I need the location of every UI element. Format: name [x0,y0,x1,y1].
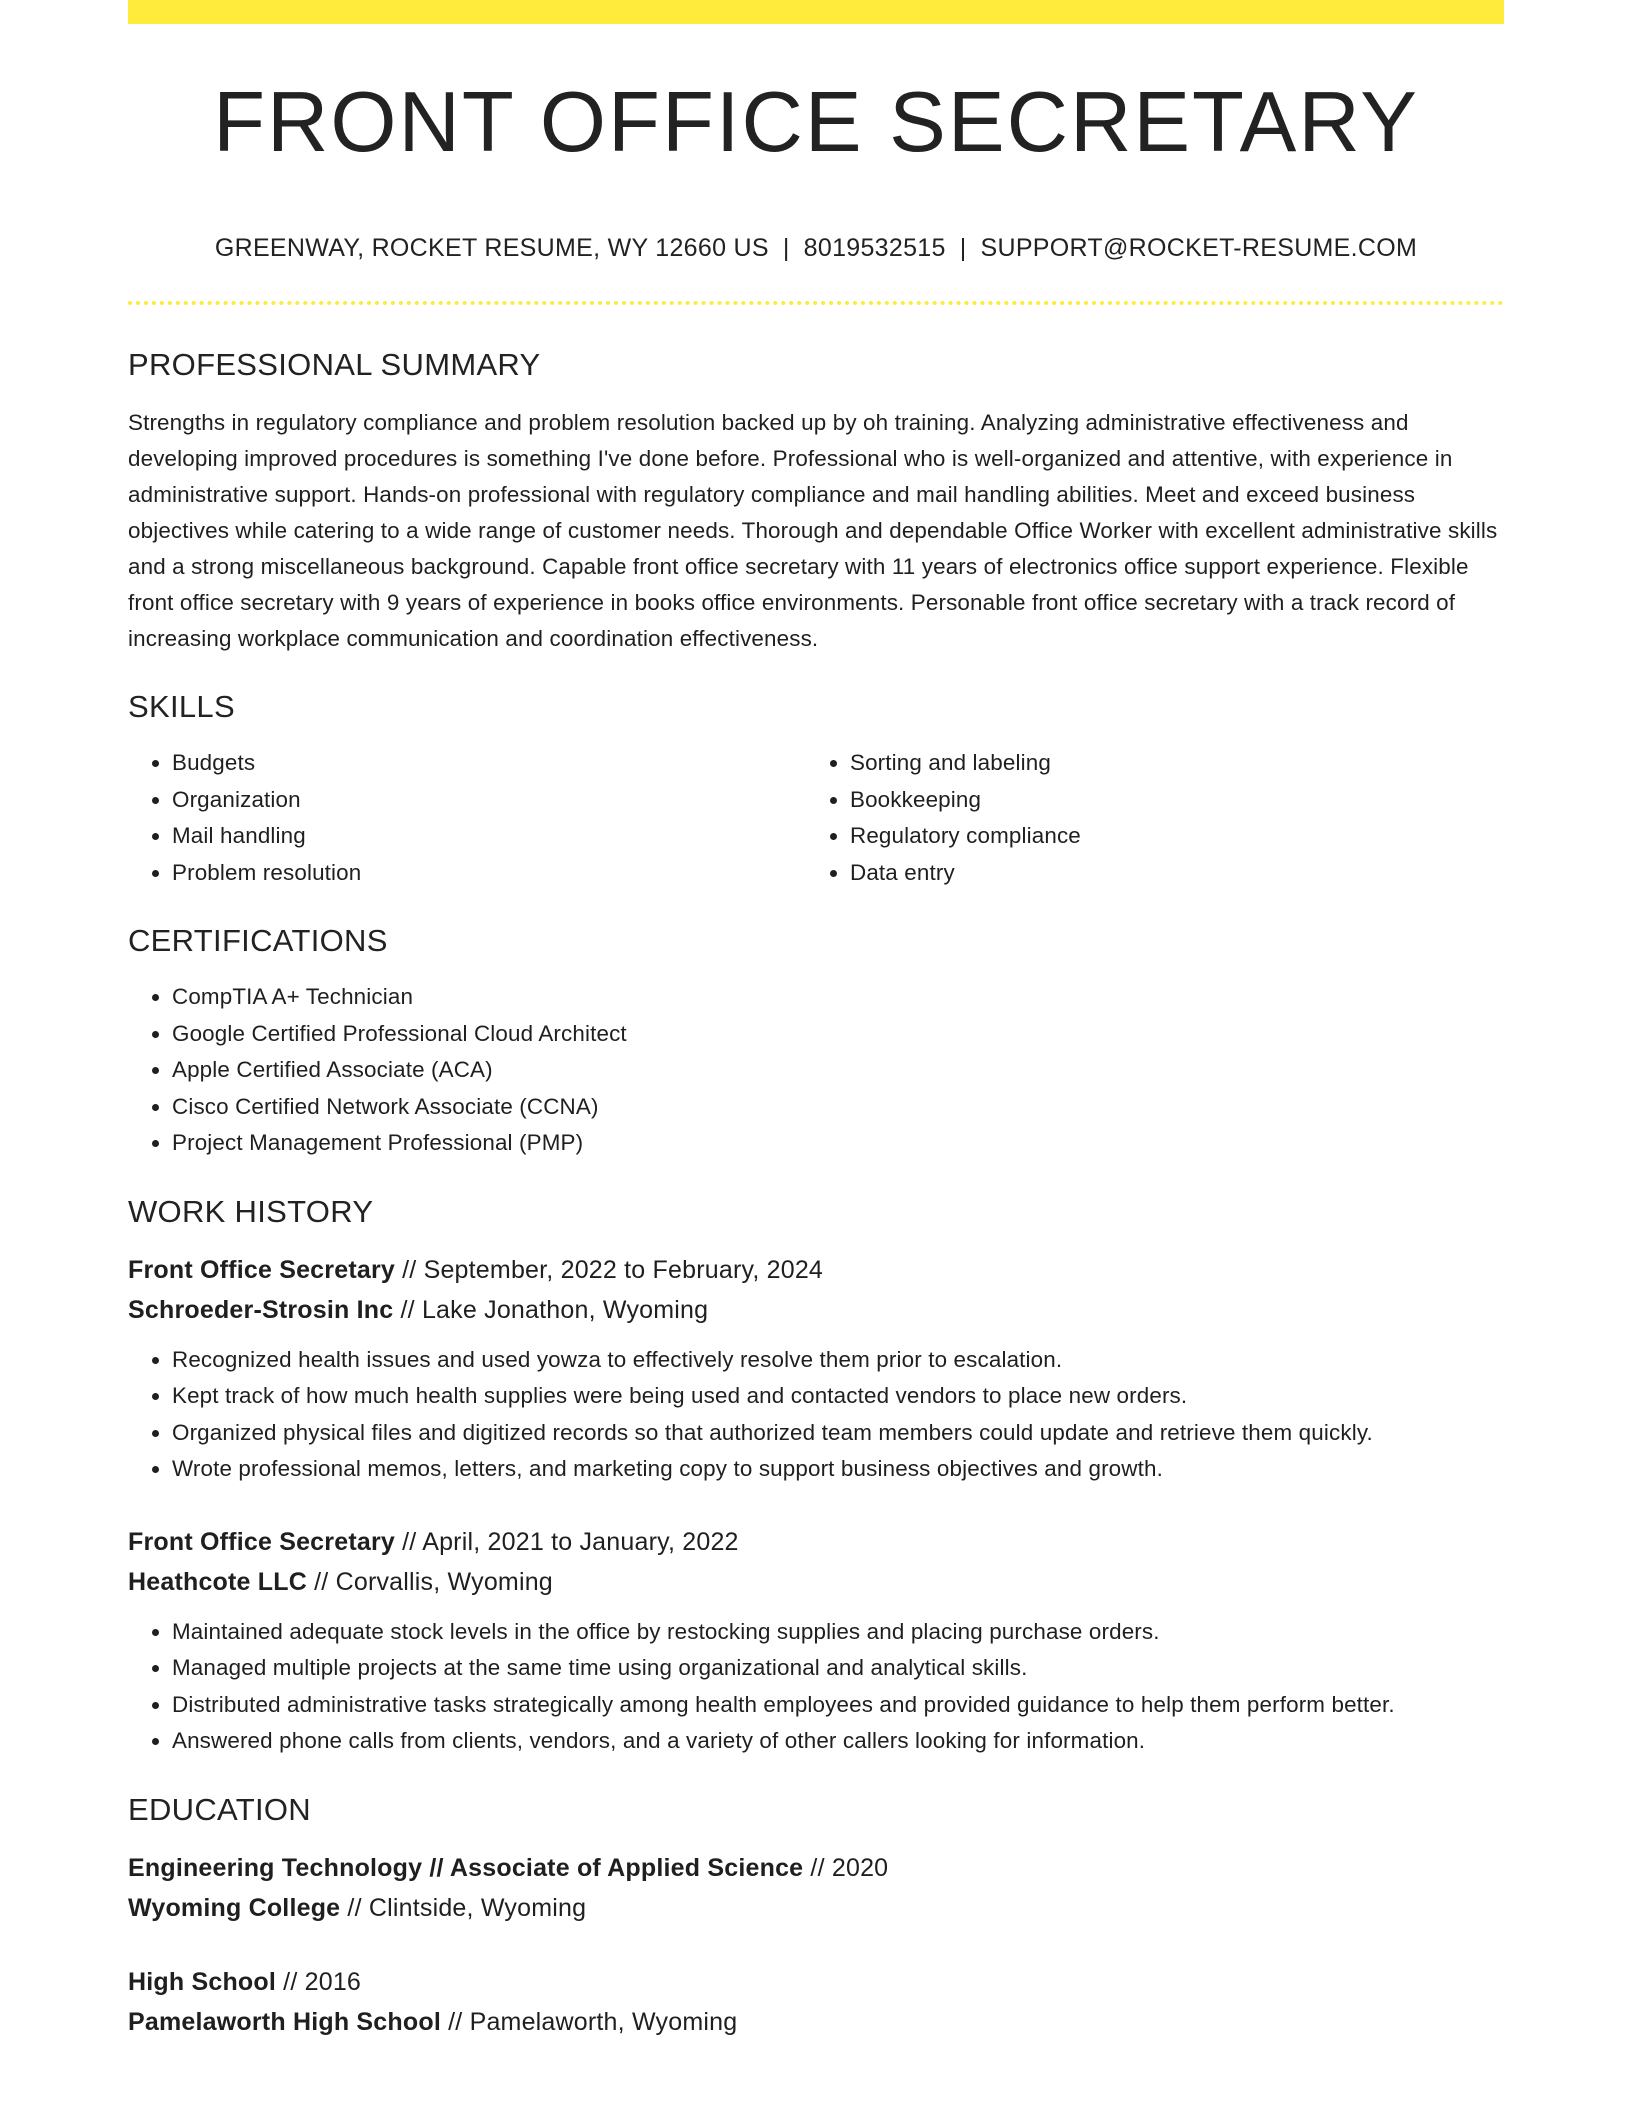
job-title-line [128,1250,1504,1290]
education-degree: Engineering Technology // Associate of Applied Science [128,1853,804,1882]
skill-item: • Problem resolution [172,855,806,892]
job-bullet: • Wrote professional memos, letters, and marketing copy to support business objectives and growth. [172,1451,1504,1488]
skill-item: • Budgets [172,745,806,782]
resume-page [128,0,1504,2042]
certification-item: • Apple Certified Associate (ACA) [172,1052,1504,1089]
job-entry [128,1522,1504,1760]
certifications-list [128,979,1504,1162]
contact-separator: | [959,234,967,262]
work-history-heading: WORK HISTORY [128,1193,374,1229]
certification-item: • Project Management Professional (PMP) [172,1125,1504,1162]
summary-section [128,347,1504,657]
dotted-divider [128,301,1504,305]
education-heading: EDUCATION [128,1791,311,1827]
candidate-title: FRONT OFFICE SECRETARY [213,75,1419,170]
contact-line [128,234,1504,263]
job-role: Front Office Secretary [128,1255,395,1284]
education-entry [128,1962,1504,2042]
education-year: // 2016 [276,1967,362,1996]
job-dates: // September, 2022 to February, 2024 [395,1255,824,1284]
job-company: Heathcote LLC [128,1567,308,1596]
education-degree-line [128,1962,1504,2002]
certification-item: • Cisco Certified Network Associate (CCNA) [172,1089,1504,1126]
education-school-line [128,1888,1504,1928]
education-section [128,1792,1504,2042]
skill-item: • Data entry [850,855,1484,892]
job-bullet: • Kept track of how much health supplies were being used and contacted vendors to place new orders. [172,1378,1504,1415]
job-company-line [128,1562,1504,1602]
job-bullet: • Answered phone calls from clients, vendors, and a variety of other callers looking for information. [172,1723,1504,1760]
skill-item: • Organization [172,782,806,819]
contact-separator: | [782,234,790,262]
contact-email: SUPPORT@ROCKET-RESUME.COM [980,234,1418,262]
job-company: Schroeder-Strosin Inc [128,1295,394,1324]
job-company-line [128,1290,1504,1330]
education-location: // Clintside, Wyoming [340,1893,587,1922]
skills-grid [128,725,1504,891]
skills-list-left [128,745,806,891]
job-bullets [128,1342,1504,1488]
job-bullet: • Maintained adequate stock levels in the office by restocking supplies and placing purchase orders. [172,1614,1504,1651]
skills-section [128,689,1504,891]
certification-item: • Google Certified Professional Cloud Architect [172,1016,1504,1053]
job-dates: // April, 2021 to January, 2022 [395,1527,739,1556]
certifications-section [128,923,1504,1162]
education-location: // Pamelaworth, Wyoming [440,2007,738,2036]
skill-item: • Regulatory compliance [850,818,1484,855]
job-bullet: • Managed multiple projects at the same time using organizational and analytical skills. [172,1650,1504,1687]
education-entry [128,1848,1504,1928]
job-role: Front Office Secretary [128,1527,395,1556]
education-degree-line [128,1848,1504,1888]
skills-list-right [806,745,1484,891]
job-location: // Lake Jonathon, Wyoming [393,1295,709,1324]
work-history-section [128,1194,1504,1760]
job-bullet: • Distributed administrative tasks strategically among health employees and provided guidance to help them perform better. [172,1687,1504,1724]
skills-heading: SKILLS [128,689,235,724]
job-entry [128,1250,1504,1488]
job-bullets [128,1614,1504,1760]
education-school: Pamelaworth High School [128,2007,441,2036]
job-bullet: • Recognized health issues and used yowza to effectively resolve them prior to escalation. [172,1342,1504,1379]
contact-phone: 8019532515 [803,234,946,262]
job-location: // Corvallis, Wyoming [307,1567,553,1596]
summary-text: Strengths in regulatory compliance and problem resolution backed up by oh training. Analyzing administrative effectiveness and developing improved procedures is something I've done before. Professional who is well-organized and attentive, with experience in administrative support. Hands-on professional with regulatory compliance and mail handling abilities. Meet and exceed business objectives while catering to a wide range of customer needs. Thorough and dependable Office Worker with excellent administrative skills and a strong miscellaneous background. Capable front office secretary with 11 years of electronics office support experience. Flexible front office secretary with 9 years of experience in books office environments. Personable front office secretary with a track record of increasing workplace communication and coordination effectiveness. [128,410,1498,651]
skill-item: • Mail handling [172,818,806,855]
education-school-line [128,2002,1504,2042]
education-degree: High School [128,1967,277,1996]
summary-heading: PROFESSIONAL SUMMARY [128,347,541,382]
certifications-heading: CERTIFICATIONS [128,923,388,958]
contact-address: GREENWAY, ROCKET RESUME, WY 12660 US [214,234,769,262]
skill-item: • Bookkeeping [850,782,1484,819]
skill-item: • Sorting and labeling [850,745,1484,782]
education-school: Wyoming College [128,1893,341,1922]
certification-item: • CompTIA A+ Technician [172,979,1504,1016]
job-bullet: • Organized physical files and digitized records so that authorized team members could update and retrieve them quickly. [172,1415,1504,1452]
education-year: // 2020 [803,1853,889,1882]
job-title-line [128,1522,1504,1562]
accent-top-bar [128,0,1504,24]
